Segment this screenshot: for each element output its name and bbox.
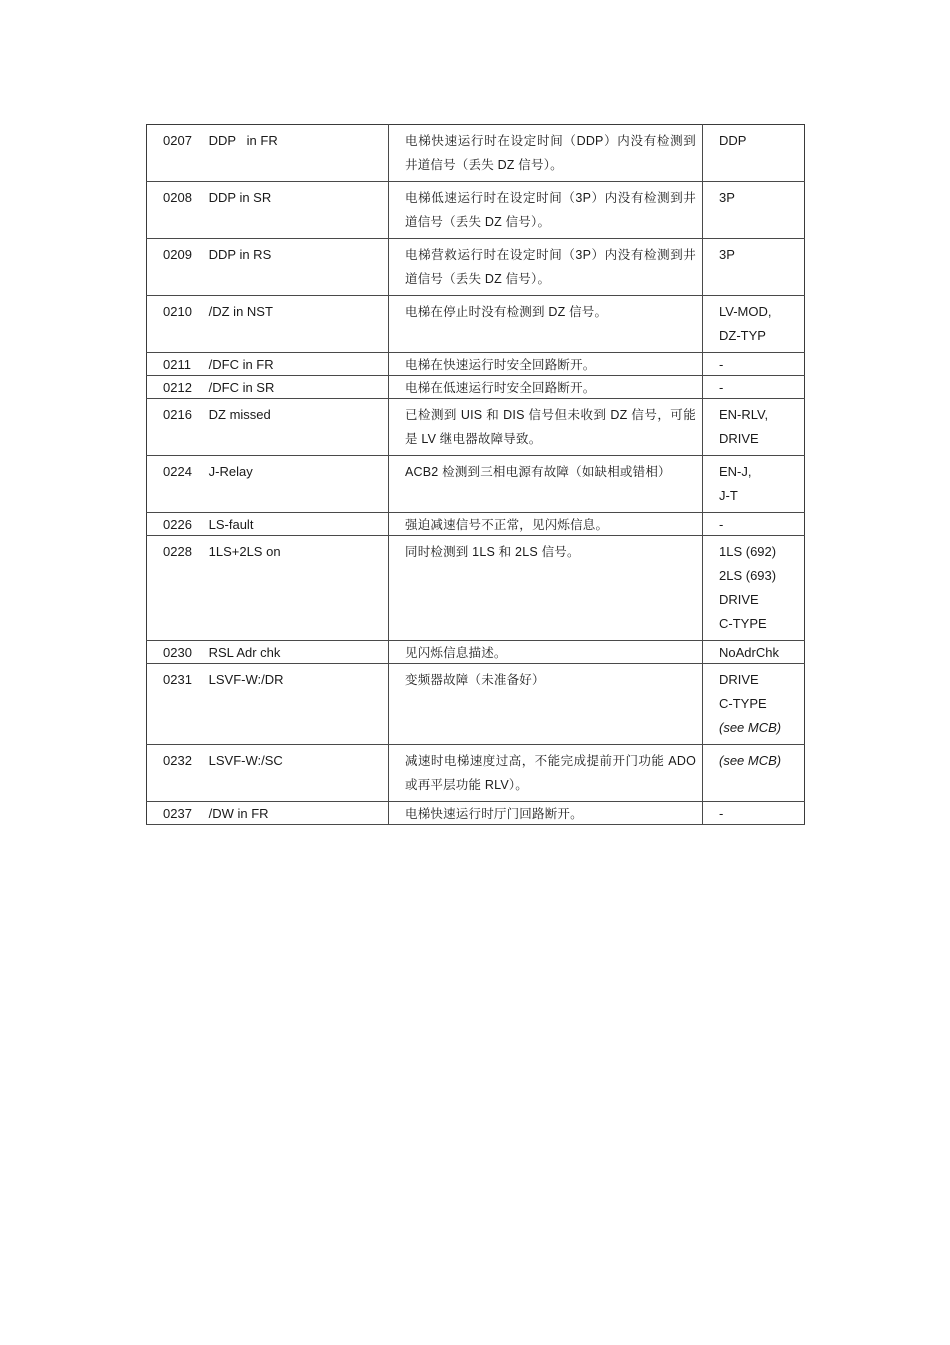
fault-description: 电梯在低速运行时安全回路断开。 [405,381,596,395]
fault-code-name: LSVF-W:/DR [208,672,284,687]
fault-description-cell [389,182,703,239]
fault-code-number: 0226 [163,517,192,532]
fault-description: 电梯在快速运行时安全回路断开。 [405,358,596,372]
fault-code-number: 0224 [163,464,192,479]
fault-description-cell [389,353,703,376]
fault-description: ACB2 检测到三相电源有故障（如缺相或错相） [405,465,671,479]
fault-description-cell [389,745,703,802]
table-row [147,353,805,376]
fault-parameter-cell [703,641,805,664]
table-row [147,513,805,536]
fault-description: 电梯低速运行时在设定时间（3P）内没有检测到井道信号（丢失 DZ 信号）。 [405,191,696,229]
fault-code-name: DZ missed [208,407,271,422]
fault-parameter: EN-RLV, [719,407,769,422]
fault-description-cell [389,125,703,182]
fault-parameter: LV-MOD, [719,304,772,319]
fault-description: 电梯快速运行时在设定时间（DDP）内没有检测到井道信号（丢失 DZ 信号）。 [405,134,696,172]
fault-description-cell [389,456,703,513]
fault-parameter: DRIVE [719,431,759,446]
table-row [147,296,805,353]
fault-parameter-cell [703,296,805,353]
fault-code-cell [147,353,389,376]
fault-description-cell [389,513,703,536]
fault-code-cell [147,182,389,239]
fault-code-cell [147,399,389,456]
fault-parameter: EN-J, [719,464,752,479]
fault-parameter: - [719,517,724,532]
fault-code-name: 1LS+2LS on [208,544,281,559]
fault-code-number: 0237 [163,806,192,821]
fault-code-name: /DFC in SR [208,380,275,395]
fault-parameter-cell [703,239,805,296]
fault-code-name: DDP in RS [208,247,272,262]
fault-code-name: DDP in SR [208,190,272,205]
fault-code-cell [147,802,389,825]
fault-parameter: J-T [719,488,738,503]
fault-parameter: 2LS (693) [719,568,777,583]
fault-code-name: RSL Adr chk [208,645,281,660]
fault-parameter: C-TYPE [719,696,767,711]
fault-code-number: 0212 [163,380,192,395]
fault-parameter: DRIVE [719,672,759,687]
fault-description: 见闪烁信息描述。 [405,646,507,660]
fault-code-cell [147,456,389,513]
fault-description-cell [389,802,703,825]
fault-code-name: /DFC in FR [208,357,274,372]
fault-code-number: 0230 [163,645,192,660]
fault-code-cell [147,125,389,182]
fault-parameter-cell [703,456,805,513]
fault-description: 强迫减速信号不正常，见闪烁信息。 [405,518,609,532]
fault-parameter-cell [703,353,805,376]
fault-parameter: - [719,380,724,395]
table-row [147,641,805,664]
fault-code-number: 0231 [163,672,192,687]
fault-description-cell [389,376,703,399]
fault-parameter: DRIVE [719,592,759,607]
fault-parameter: DZ-TYP [719,328,766,343]
fault-parameter: - [719,806,724,821]
fault-code-cell [147,641,389,664]
fault-code-name: LSVF-W:/SC [208,753,283,768]
fault-code-name: /DW in FR [208,806,269,821]
fault-parameter: C-TYPE [719,616,767,631]
fault-code-name: /DZ in NST [208,304,273,319]
fault-code-cell [147,296,389,353]
fault-parameter-cell [703,125,805,182]
fault-code-table [146,124,805,825]
fault-description: 同时检测到 1LS 和 2LS 信号。 [405,545,580,559]
fault-code-number: 0232 [163,753,192,768]
fault-code-cell [147,513,389,536]
fault-table-body [147,125,805,825]
fault-description: 变频器故障（未准备好） [405,673,545,687]
table-row [147,399,805,456]
fault-code-cell [147,376,389,399]
fault-parameter-cell [703,536,805,641]
fault-description: 电梯快速运行时厅门回路断开。 [405,807,583,821]
fault-code-number: 0208 [163,190,192,205]
fault-parameter-cell [703,802,805,825]
fault-parameter: 3P [719,190,735,205]
fault-code-cell [147,239,389,296]
fault-description-cell [389,641,703,664]
fault-code-number: 0207 [163,133,192,148]
fault-code-name: DDP in FR [208,133,278,148]
table-row [147,182,805,239]
fault-code-cell [147,536,389,641]
table-row [147,456,805,513]
fault-parameter: - [719,357,724,372]
table-row [147,376,805,399]
fault-parameter: (see MCB) [719,753,782,768]
fault-code-number: 0210 [163,304,192,319]
fault-code-number: 0209 [163,247,192,262]
table-row [147,664,805,745]
table-row [147,125,805,182]
fault-code-number: 0228 [163,544,192,559]
fault-parameter-cell [703,745,805,802]
fault-description-cell [389,536,703,641]
fault-parameter-cell [703,376,805,399]
fault-code-number: 0216 [163,407,192,422]
fault-code-name: LS-fault [208,517,254,532]
fault-parameter-cell [703,399,805,456]
fault-description-cell [389,399,703,456]
fault-description: 电梯营救运行时在设定时间（3P）内没有检测到井道信号（丢失 DZ 信号）。 [405,248,696,286]
fault-parameter: (see MCB) [719,720,782,735]
fault-parameter: 1LS (692) [719,544,777,559]
fault-code-cell [147,664,389,745]
table-row [147,239,805,296]
fault-code-name: J-Relay [208,464,253,479]
fault-description-cell [389,664,703,745]
table-row [147,536,805,641]
table-row [147,745,805,802]
fault-code-cell [147,745,389,802]
fault-description-cell [389,296,703,353]
fault-parameter-cell [703,182,805,239]
fault-description-cell [389,239,703,296]
fault-parameter: NoAdrChk [719,645,779,660]
fault-parameter-cell [703,664,805,745]
fault-description: 减速时电梯速度过高，不能完成提前开门功能 ADO 或再平层功能 RLV）。 [405,754,696,792]
fault-parameter: 3P [719,247,735,262]
fault-code-number: 0211 [163,357,191,372]
fault-parameter: DDP [719,133,747,148]
fault-description: 电梯在停止时没有检测到 DZ 信号。 [405,305,608,319]
fault-parameter-cell [703,513,805,536]
table-row [147,802,805,825]
fault-description: 已检测到 UIS 和 DIS 信号但未收到 DZ 信号，可能是 LV 继电器故障导致。 [405,408,696,446]
